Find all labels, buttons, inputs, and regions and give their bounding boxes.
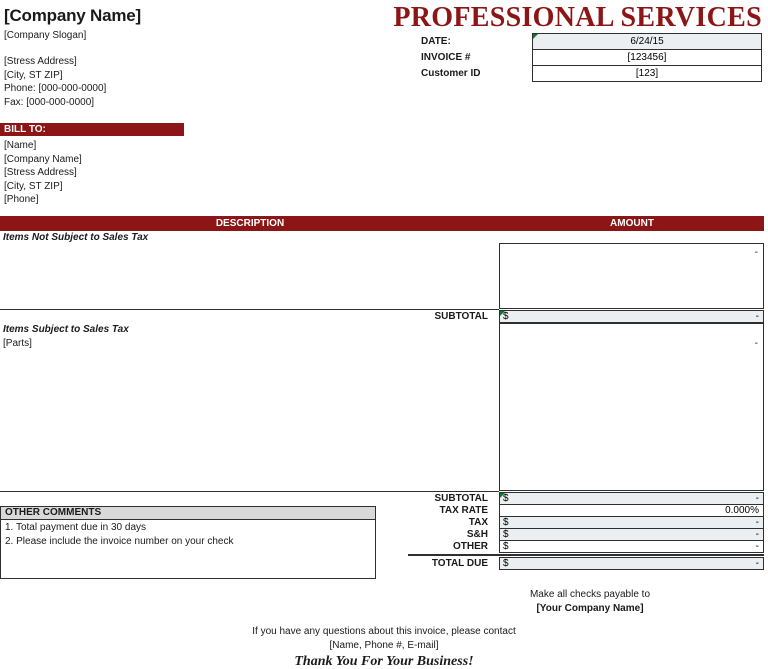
totals-amount-tax-rate: 0.000%: [725, 505, 759, 516]
company-slogan: [Company Slogan]: [4, 30, 87, 41]
bill-to-line: [Name]: [4, 140, 37, 151]
divider-above-subtotal-1: [0, 309, 499, 310]
company-address: [4, 55, 384, 109]
totals-amount-other: -: [755, 541, 759, 552]
invoice-date-text: 6/24/15: [630, 36, 664, 47]
totals-amount-subtotal: -: [755, 493, 759, 504]
customer-id-value[interactable]: [123]: [533, 66, 762, 82]
payable-block: [418, 588, 762, 616]
totals-amount-tax: -: [755, 517, 759, 528]
payable-company-name: [Your Company Name]: [536, 603, 644, 614]
bill-to-line: [City, ST ZIP]: [4, 180, 63, 192]
subtotal-1-amount: -: [755, 311, 759, 322]
taxable-amount-box[interactable]: [499, 323, 764, 491]
totals-label-tax-rate: TAX RATE: [439, 505, 488, 516]
company-name: [Company Name]: [4, 6, 142, 25]
totals-currency-other: $: [503, 541, 509, 552]
totals-label-other: OTHER: [453, 541, 488, 552]
divider-above-total-due: [408, 554, 764, 556]
comment-flag-icon: [533, 34, 538, 39]
invoice-number-value[interactable]: [123456]: [533, 50, 762, 66]
subtotal-1-label: SUBTOTAL: [434, 311, 488, 322]
totals-label-subtotal: SUBTOTAL: [434, 493, 488, 504]
totals-label-tax: TAX: [468, 517, 488, 528]
totals-value-other[interactable]: [499, 540, 764, 553]
non-taxable-amount-box[interactable]: [499, 243, 764, 309]
totals-amount-total-due: -: [755, 558, 759, 569]
invoice-meta-row-customer: [418, 66, 762, 82]
section-label-taxable: Items Subject to Sales Tax: [3, 324, 129, 335]
invoice-meta-label: INVOICE #: [421, 52, 471, 63]
footer-contact-detail: [Name, Phone #, E-mail]: [329, 640, 439, 651]
invoice-meta-label: DATE:: [421, 36, 451, 47]
invoice-meta-table: [418, 33, 762, 82]
bill-to-line: [Stress Address]: [4, 167, 77, 178]
non-taxable-amount-value: -: [754, 247, 758, 258]
totals-currency-total-due: $: [503, 558, 509, 569]
invoice-meta-label: Customer ID: [421, 68, 481, 79]
comments-line: 1. Total payment due in 30 days: [5, 522, 147, 533]
comments-heading: OTHER COMMENTS: [0, 506, 376, 519]
totals-value-total-due: [499, 557, 764, 570]
company-block: [4, 6, 384, 109]
totals-label-shipping: S&H: [466, 529, 488, 540]
invoice-date-value[interactable]: [533, 34, 762, 50]
totals-label-total-due: TOTAL DUE: [431, 558, 488, 569]
footer-block: [0, 625, 768, 669]
bill-to-line: [Company Name]: [4, 153, 82, 165]
items-table-header: [0, 216, 764, 231]
taxable-amount-value: -: [754, 338, 758, 349]
footer-contact-line: If you have any questions about this invoice, please contact: [252, 626, 516, 637]
invoice-meta-row-number: [418, 50, 762, 66]
company-address-line: Phone: [000-000-0000]: [4, 83, 107, 94]
column-header-description: DESCRIPTION: [215, 218, 285, 229]
totals-currency-tax: $: [503, 517, 509, 528]
totals-currency-subtotal: $: [503, 493, 509, 504]
subtotal-1-currency: $: [503, 311, 509, 322]
subtotal-1-value: [499, 310, 764, 323]
company-address-line: [Stress Address]: [4, 56, 77, 67]
comments-line: 2. Please include the invoice number on your check: [5, 536, 234, 547]
company-address-line: Fax: [000-000-0000]: [4, 96, 95, 108]
totals-currency-shipping: $: [503, 529, 509, 540]
section-label-non-taxable: Items Not Subject to Sales Tax: [3, 232, 149, 243]
bill-to-block: [4, 139, 82, 207]
bill-to-heading: BILL TO:: [0, 123, 184, 136]
comments-list: [5, 521, 233, 549]
column-header-amount: AMOUNT: [610, 218, 654, 229]
footer-thanks: Thank You For Your Business!: [294, 654, 474, 669]
totals-amount-shipping: -: [755, 529, 759, 540]
invoice-meta-row-date: [418, 34, 762, 50]
line-item-parts[interactable]: [Parts]: [3, 338, 32, 349]
company-address-line: [City, ST ZIP]: [4, 69, 63, 81]
bill-to-line: [Phone]: [4, 194, 39, 205]
divider-above-totals: [0, 491, 499, 492]
payable-text: Make all checks payable to: [529, 589, 651, 600]
document-title: PROFESSIONAL SERVICES: [393, 2, 762, 33]
